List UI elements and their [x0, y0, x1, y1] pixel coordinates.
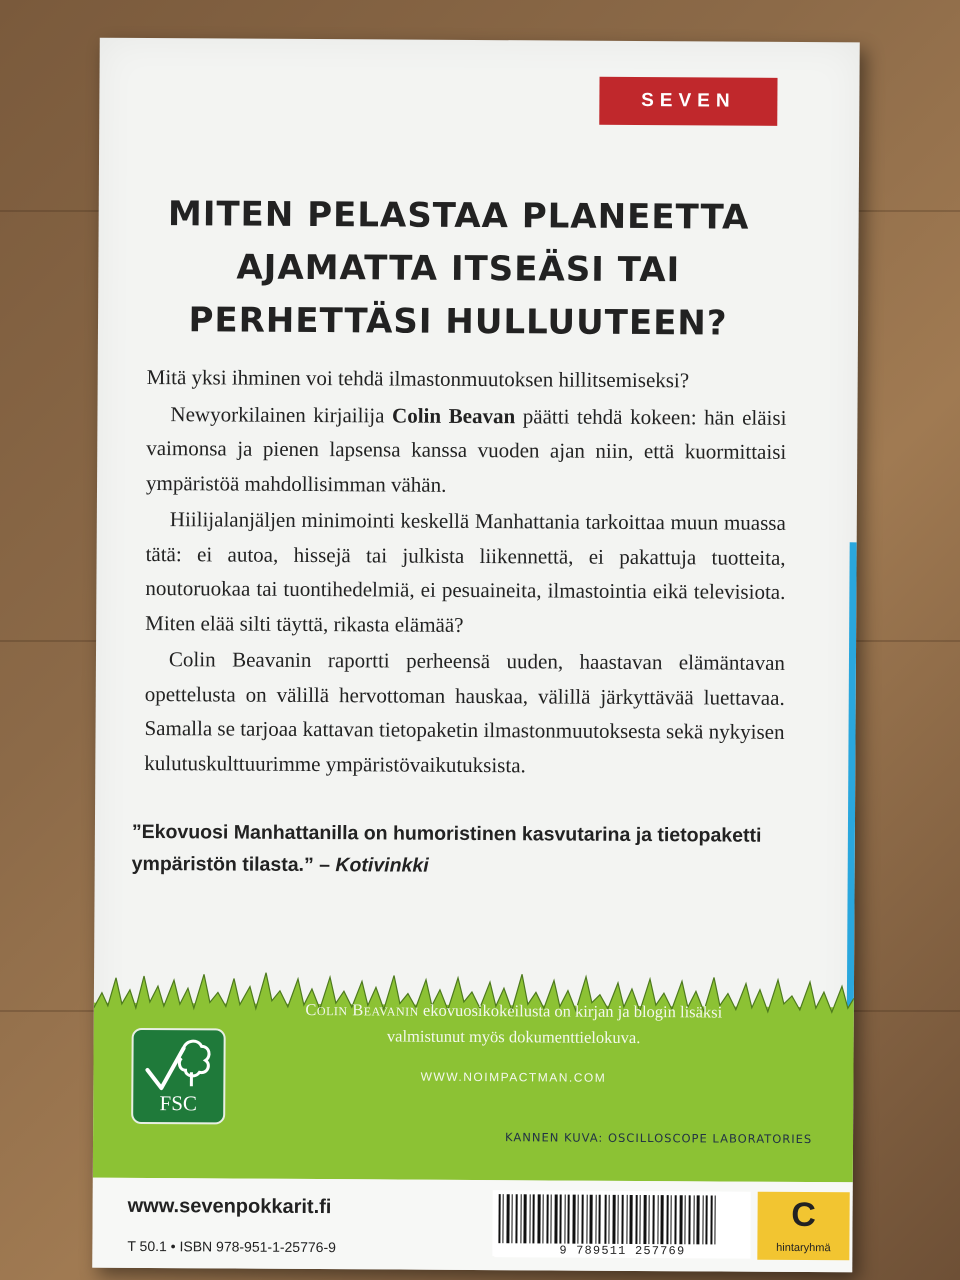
blurb-paragraph-4: Colin Beavanin raportti perheensä uuden, haastavan elämäntavan opettelusta on välillä hervottoman hauskaa, välillä järkyttävää luettavaa. Samalla se tarjoaa kattavan tietopaketin ilmastonmuutoksesta sekä nykyisen kulutuskulttuurimme ympäristövaikutuksista. [144, 647, 786, 777]
publisher-logo: SEVEN [599, 77, 777, 126]
headline-line-3: PERHETTÄSI HULLUUTEEN? [188, 300, 728, 344]
barcode-digits: 9 789511 257769 [494, 1243, 750, 1259]
blurb-p2-end: päätti tehdä kokeen: hän eläisi vaimonsa ja pienen lapsensa kanssa vuoden ajan niin, että kuormittaisi ympäristöä mahdollisimman vähän. [145, 403, 787, 497]
price-group-letter: C [791, 1195, 816, 1235]
cover-credit: KANNEN KUVA: OSCILLOSCOPE LABORATORIES [505, 1130, 813, 1147]
quote-source: Kotivinkki [335, 854, 429, 877]
publisher-website: www.sevenpokkarit.fi [127, 1194, 332, 1219]
documentary-author: Colin Beavanin [305, 999, 419, 1020]
blurb-paragraph-3: Hiilijalanjäljen minimointi keskellä Manhattania tarkoittaa muun muassa tätä: ei autoa, hissejä tai julkista liikennettä, ei pakattuja tuotteita, noutoruokaa tai tuontihedelmiä, ei pesuaineita, ilmastointia eikä televisiota. Miten elää silti täyttä, rikasta elämää? [145, 507, 786, 637]
blurb-p2-start: Newyorkilainen kirjailija [170, 401, 393, 427]
headline-line-2: AJAMATTA ITSEÄSI TAI [236, 247, 681, 291]
documentary-note [294, 997, 734, 1052]
quote-text: ”Ekovuosi Manhattanilla on humoristinen kasvutarina ja tietopaketti ympäristön tilasta.” [131, 820, 762, 877]
blurb-paragraph-2 [146, 396, 787, 503]
isbn-line: T 50.1 • ISBN 978-951-1-25776-9 [127, 1237, 336, 1256]
review-quote [132, 816, 792, 884]
price-group-label: hintaryhmä [776, 1241, 831, 1255]
fsc-label: FSC [159, 1091, 198, 1116]
fsc-tree-icon [141, 1036, 215, 1092]
blurb-text [144, 360, 787, 784]
headline-line-1: MITEN PELASTAA PLANEETTA [167, 194, 750, 238]
price-group-badge [757, 1192, 849, 1261]
quote-dash: – [313, 854, 336, 877]
book-back-cover [92, 38, 859, 1273]
blurb-paragraph-1: Mitä yksi ihminen voi tehdä ilmastonmuutoksen hillitsemiseksi? [146, 364, 690, 393]
documentary-text: ekovuosikokeilusta on kirjan ja blogin lisäksi valmistunut myös dokumenttielokuva. [386, 1000, 723, 1048]
headline [138, 188, 779, 351]
fsc-logo [131, 1028, 226, 1125]
author-name: Colin Beavan [392, 402, 516, 428]
documentary-url: WWW.NOIMPACTMAN.COM [420, 1069, 607, 1085]
